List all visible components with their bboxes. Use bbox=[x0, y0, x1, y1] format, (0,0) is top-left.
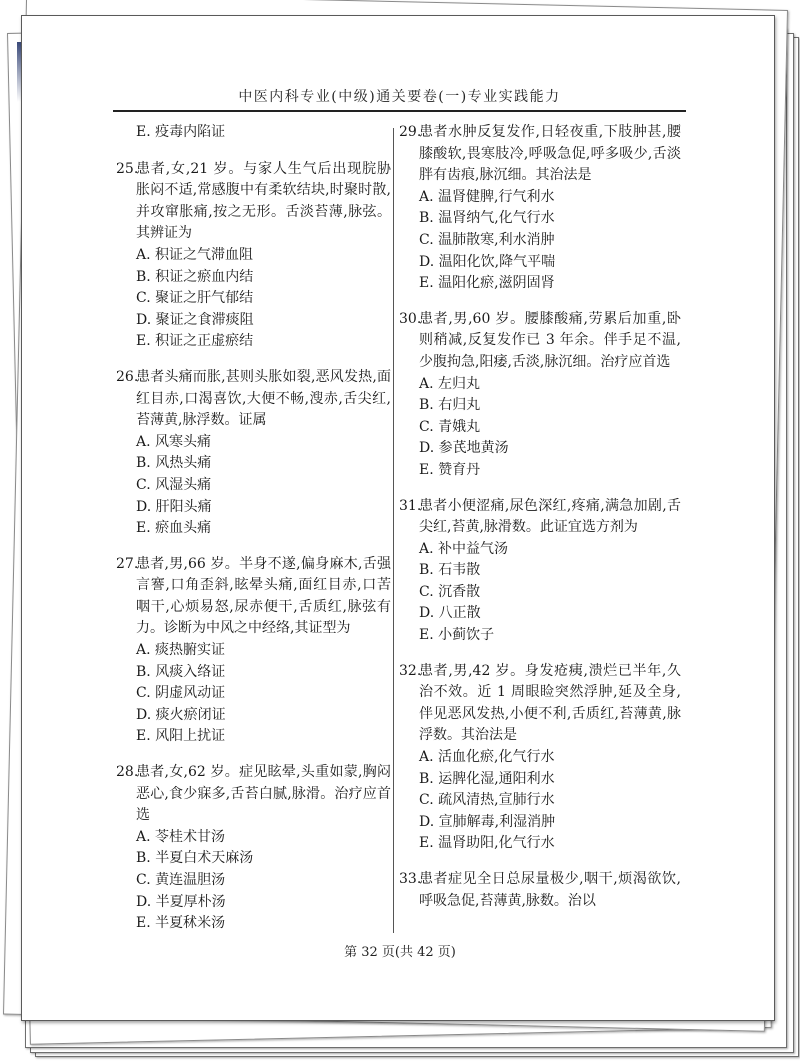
option-d: D. 半夏厚朴汤 bbox=[136, 893, 226, 910]
question-stem bbox=[116, 762, 391, 827]
question-26 bbox=[116, 367, 391, 540]
question-29 bbox=[399, 122, 681, 295]
option-a: A. 痰热腑实证 bbox=[136, 642, 226, 659]
option-c: C. 阴虚风动证 bbox=[136, 685, 226, 702]
option-c: C. 风湿头痛 bbox=[136, 476, 212, 493]
carryover-option: E. 疫毒内陷证 bbox=[136, 124, 226, 140]
option-d: D. 聚证之食滞痰阻 bbox=[136, 311, 254, 328]
option-a: A. 苓桂术甘汤 bbox=[136, 828, 226, 845]
question-text: 患者,女,62 岁。症见眩晕,头重如蒙,胸闷恶心,食少寐多,舌苔白腻,脉滑。治疗应首选 bbox=[136, 764, 391, 824]
question-stem bbox=[399, 122, 681, 187]
question-text: 患者水肿反复发作,日轻夜重,下肢肿甚,腰膝酸软,畏寒肢冷,呼吸急促,呼多吸少,舌淡胖有齿痕,脉沉细。其治法是 bbox=[419, 124, 681, 184]
question-number: 29. bbox=[399, 124, 422, 140]
option-e: E. 温肾助阳,化气行水 bbox=[419, 835, 555, 852]
question-text: 患者,男,66 岁。半身不遂,偏身麻木,舌强言謇,口角歪斜,眩晕头痛,面红目赤,口苦咽干,心烦易怒,尿赤便干,舌质红,脉弦有力。诊断为中风之中经络,其证型为 bbox=[136, 555, 391, 637]
question-number: 33. bbox=[399, 871, 422, 887]
option-d: D. 八正散 bbox=[419, 605, 481, 622]
column-divider bbox=[393, 128, 394, 933]
question-31 bbox=[399, 496, 681, 647]
option-c: C. 疏风清热,宣肺行水 bbox=[419, 792, 555, 809]
question-stem bbox=[399, 661, 681, 747]
option-c: C. 青娥丸 bbox=[419, 418, 481, 435]
option-a: A. 左归丸 bbox=[419, 375, 481, 392]
question-stem bbox=[399, 496, 681, 539]
option-b: B. 右归丸 bbox=[419, 397, 481, 414]
option-a: A. 风寒头痛 bbox=[136, 433, 212, 450]
question-text: 患者小便涩痛,尿色深红,疼痛,满急加剧,舌尖红,苔黄,脉滑数。此证宜选方剂为 bbox=[419, 497, 681, 536]
option-e: E. 积证之正虚瘀结 bbox=[136, 333, 254, 350]
option-e: E. 瘀血头痛 bbox=[136, 520, 212, 537]
option-d: D. 参芪地黄汤 bbox=[419, 440, 509, 457]
option-c: C. 温肺散寒,利水消肿 bbox=[419, 231, 555, 248]
header-rule bbox=[113, 110, 686, 112]
option-a: A. 积证之气滞血阻 bbox=[136, 246, 254, 263]
question-text: 患者头痛而胀,甚则头胀如裂,恶风发热,面红目赤,口渴喜饮,大便不畅,溲赤,舌尖红,苔薄黄,脉浮数。证属 bbox=[136, 368, 391, 429]
option-a: A. 温肾健脾,行气利水 bbox=[419, 188, 555, 205]
option-b: B. 积证之瘀血内结 bbox=[136, 268, 254, 285]
option-b: B. 风热头痛 bbox=[136, 455, 212, 472]
question-number: 30. bbox=[399, 310, 422, 327]
running-header: 中医内科专业(中级)通关要卷(一)专业实践能力 bbox=[238, 89, 561, 105]
option-a: A. 活血化瘀,化气行水 bbox=[419, 749, 555, 766]
option-b: B. 风痰入络证 bbox=[136, 663, 226, 680]
option-e: E. 温阳化瘀,滋阴固肾 bbox=[419, 275, 555, 292]
question-32 bbox=[399, 661, 681, 855]
question-28 bbox=[116, 762, 391, 935]
option-c: C. 聚证之肝气郁结 bbox=[136, 290, 254, 307]
question-number: 32. bbox=[399, 662, 422, 679]
question-27 bbox=[116, 554, 391, 748]
question-number: 26. bbox=[116, 368, 139, 385]
question-stem bbox=[116, 367, 391, 432]
question-stem bbox=[116, 159, 391, 245]
option-c: C. 黄连温胆汤 bbox=[136, 872, 226, 888]
option-a: A. 补中益气汤 bbox=[419, 540, 509, 557]
question-text: 患者,女,21 岁。与家人生气后出现脘胁胀闷不适,常感腹中有柔软结块,时聚时散,并攻窜胀痛,按之无形。舌淡苔薄,脉弦。其辨证为 bbox=[136, 160, 391, 242]
question-number: 31. bbox=[399, 497, 422, 514]
question-stem bbox=[399, 869, 681, 912]
question-number: 27. bbox=[116, 555, 139, 572]
question-30 bbox=[399, 309, 681, 482]
right-column bbox=[399, 122, 681, 926]
question-stem bbox=[116, 554, 391, 640]
option-b: B. 温肾纳气,化气行水 bbox=[419, 210, 555, 227]
option-c: C. 沉香散 bbox=[419, 583, 481, 600]
page-number: 第 32 页(共 42 页) bbox=[344, 945, 456, 960]
question-text: 患者,男,60 岁。腰膝酸痛,劳累后加重,卧则稍减,反复发作已 3 年余。伴手足不温,少腹拘急,阳痿,舌淡,脉沉细。治疗应首选 bbox=[419, 310, 681, 370]
question-number: 28. bbox=[116, 764, 139, 781]
option-d: D. 肝阳头痛 bbox=[136, 498, 212, 515]
option-b: B. 石韦散 bbox=[419, 562, 481, 579]
left-column bbox=[116, 122, 391, 949]
question-stem bbox=[399, 309, 681, 374]
option-e: E. 赞育丹 bbox=[419, 461, 481, 478]
option-e: E. 风阳上扰证 bbox=[136, 728, 226, 745]
option-d: D. 温阳化饮,降气平喘 bbox=[419, 253, 556, 270]
question-25 bbox=[116, 159, 391, 353]
question-text: 患者,男,42 岁。身发疮痍,溃烂已半年,久治不效。近 1 周眼睑突然浮肿,延及全身,伴见恶风发热,小便不利,舌质红,苔薄黄,脉浮数。其治法是 bbox=[419, 662, 681, 744]
option-d: D. 宣肺解毒,利湿消肿 bbox=[419, 813, 556, 830]
question-text: 患者症见全日总尿量极少,咽干,烦渴欲饮,呼吸急促,苔薄黄,脉数。治以 bbox=[419, 871, 681, 909]
question-33 bbox=[399, 869, 681, 912]
option-d: D. 痰火瘀闭证 bbox=[136, 706, 226, 723]
option-b: B. 运脾化湿,通阳利水 bbox=[419, 770, 555, 787]
option-e: E. 半夏秫米汤 bbox=[136, 915, 226, 932]
question-number: 25. bbox=[116, 160, 139, 177]
option-e: E. 小蓟饮子 bbox=[419, 627, 495, 644]
option-b: B. 半夏白术天麻汤 bbox=[136, 850, 254, 867]
